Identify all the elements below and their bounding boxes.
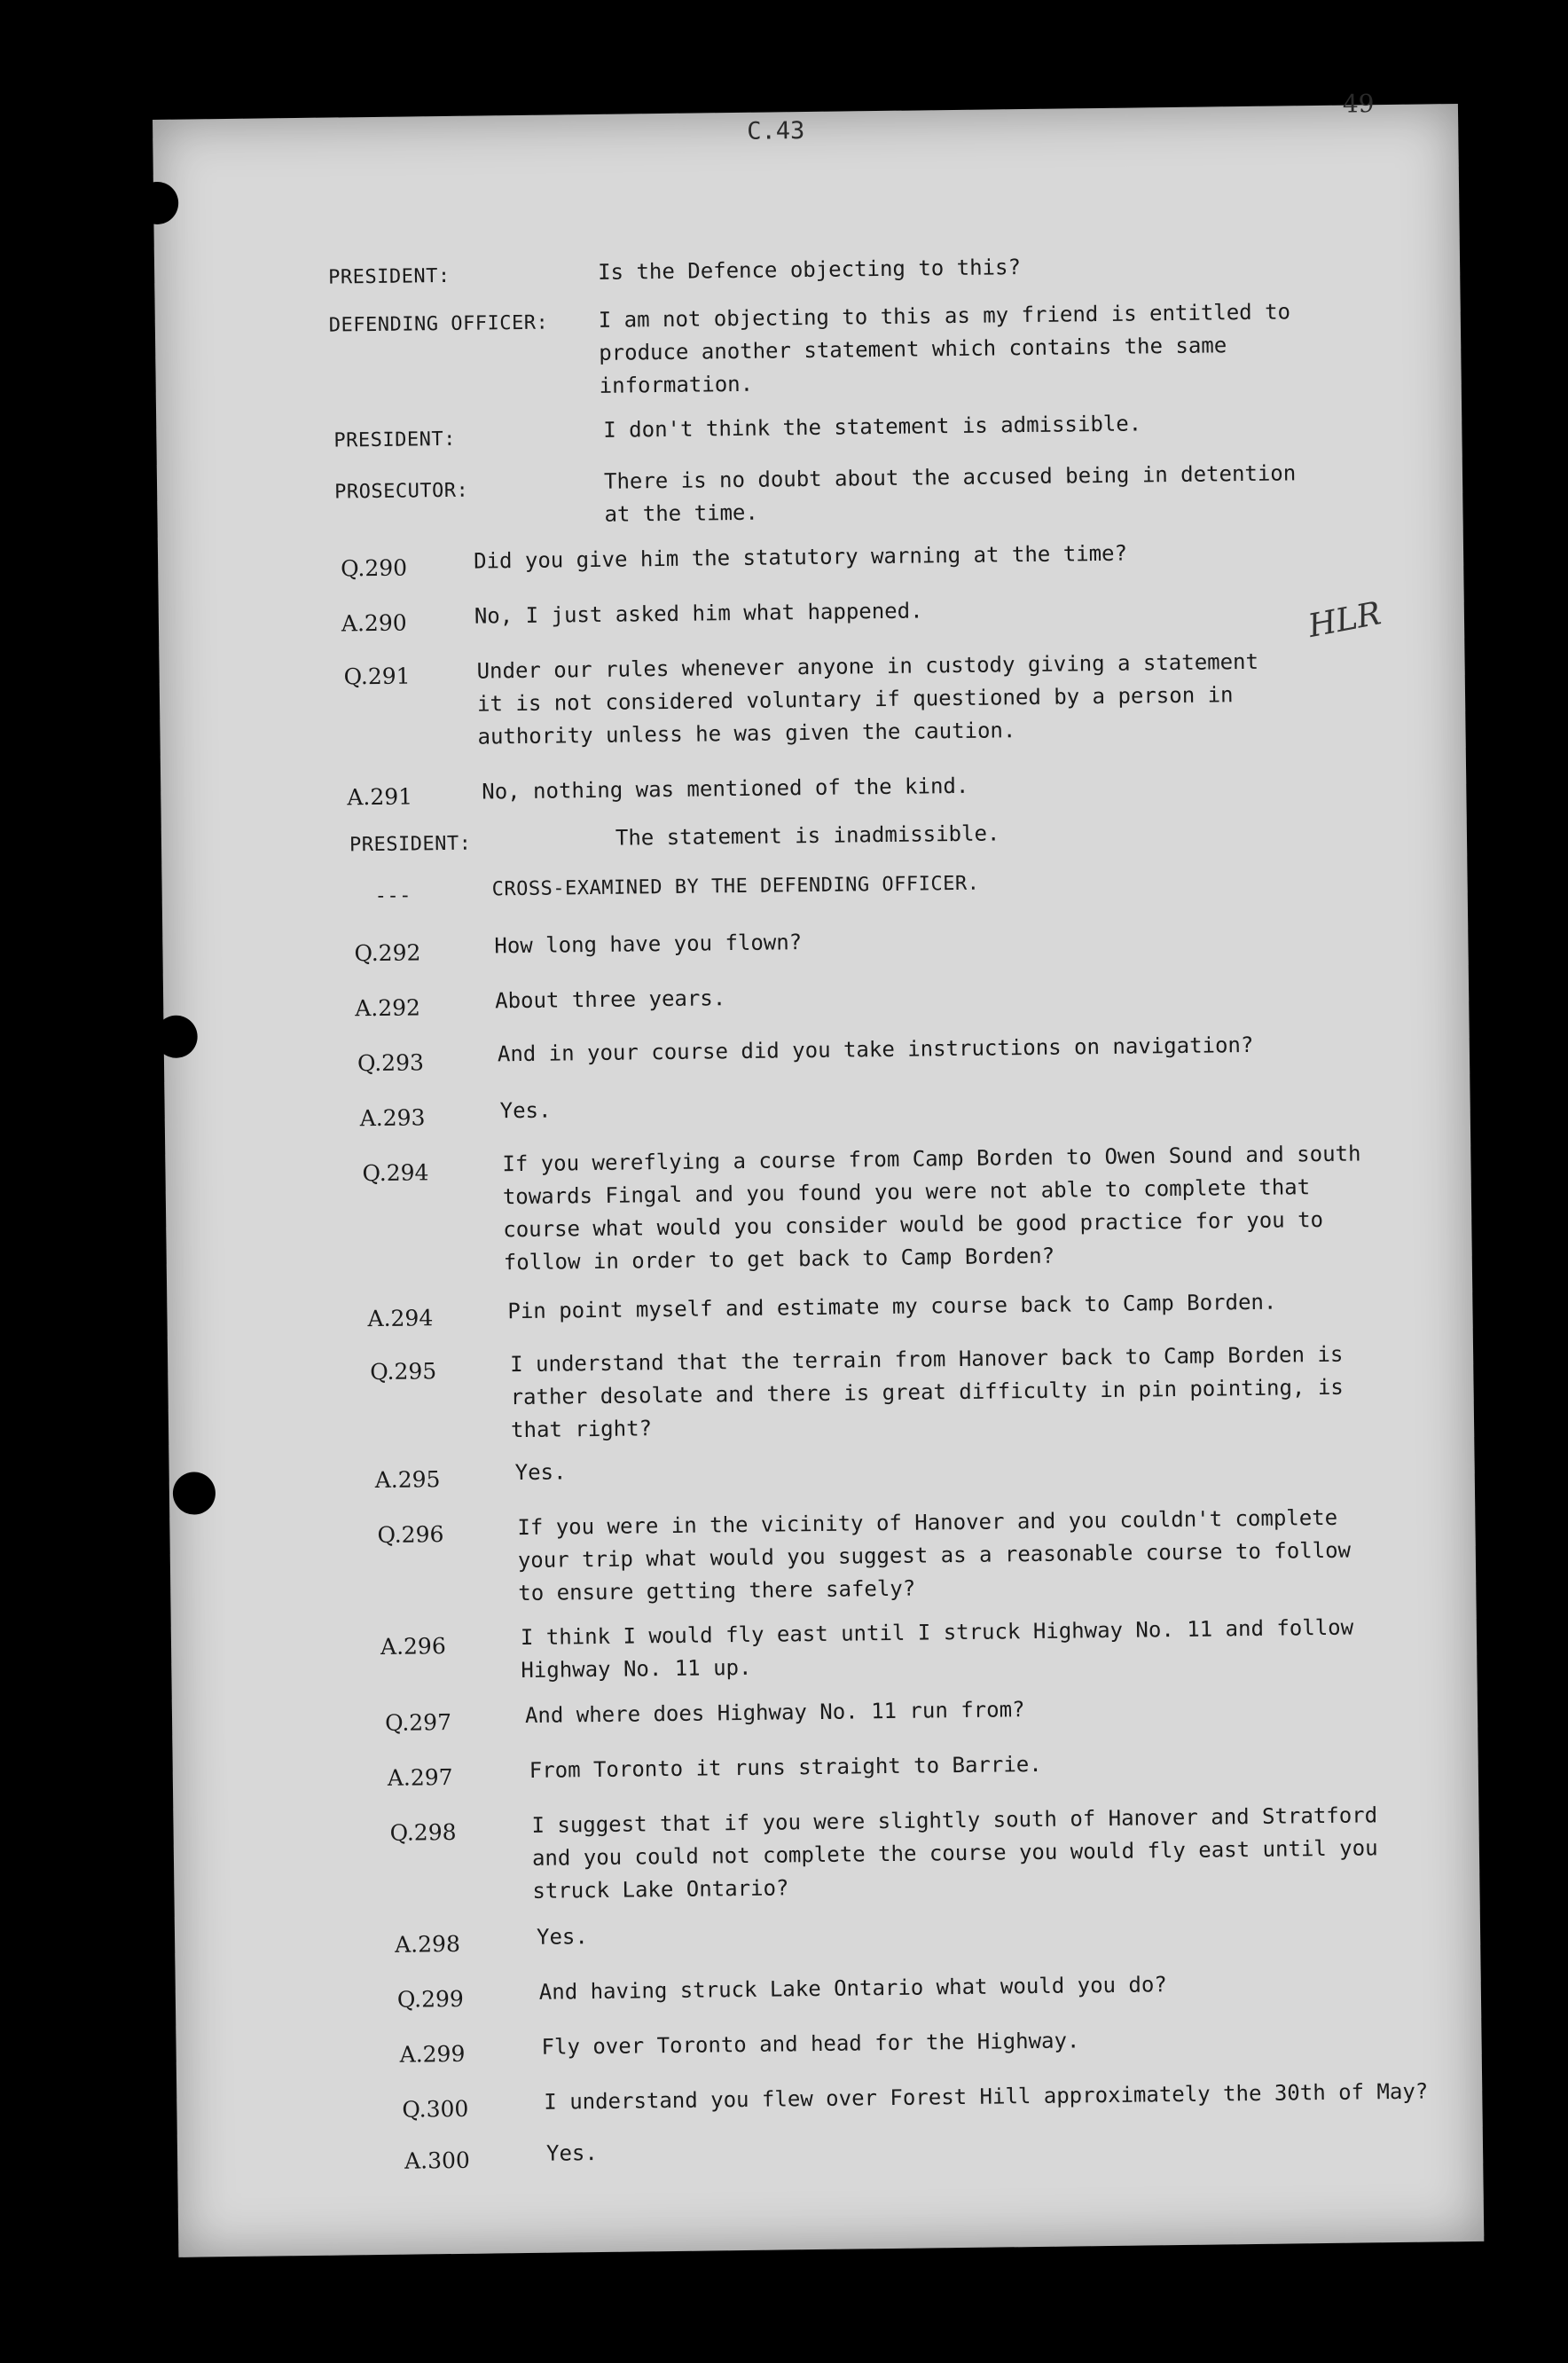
answer-number: A.296: [380, 1633, 446, 1660]
dialogue-text: Is the Defence objecting to this?: [597, 255, 1022, 285]
header-code: C.43: [747, 117, 805, 145]
handwritten-initials: HLR: [1305, 595, 1384, 645]
answer-number: A.298: [394, 1930, 461, 1958]
question-number: Q.299: [396, 1985, 465, 2013]
question-number: Q.293: [357, 1049, 425, 1077]
punch-hole-middle: [154, 1015, 198, 1058]
answer-text: I think I would fly east until I struck Highway No. 11 and follow Highway No. 11 up.: [520, 1614, 1354, 1684]
answer-number: A.293: [359, 1104, 426, 1132]
question-number: Q.296: [377, 1521, 444, 1549]
question-text: Did you give him the statutory warning at the time?: [473, 540, 1128, 574]
question-number: Q.295: [370, 1358, 437, 1386]
answer-text: Pin point myself and estimate my course back to Camp Borden.: [507, 1289, 1277, 1324]
question-text: I understand you flew over Forest Hill approximately the 30th of May?: [544, 2078, 1429, 2115]
question-text: I suggest that if you were slightly south of Hanover and Stratford and you could not complete the course you would fly east until you struck Lake Ontario?: [531, 1802, 1378, 1904]
question-text: And having struck Lake Ontario what would you do?: [538, 1972, 1167, 2005]
question-text: If you were in the vicinity of Hanover and you couldn't complete your trip what would you suggest as a reasonable course to follow to ensure getting there safely?: [517, 1504, 1352, 1606]
question-number: Q.300: [402, 2095, 469, 2123]
answer-text: No, nothing was mentioned of the kind.: [482, 773, 969, 805]
punch-hole-bottom: [173, 1472, 216, 1515]
answer-text: No, I just asked him what happened.: [474, 598, 923, 629]
question-text: I understand that the terrain from Hanover back to Camp Borden is rather desolate and there is great difficulty in pin pointing, is that right?: [510, 1341, 1344, 1443]
question-text: How long have you flown?: [494, 930, 803, 959]
question-number: Q.291: [343, 663, 411, 690]
answer-text: Yes.: [499, 1097, 552, 1124]
answer-number: A.295: [374, 1466, 441, 1494]
answer-number: A.292: [355, 994, 421, 1022]
answer-number: A.291: [347, 783, 413, 811]
answer-text: Fly over Toronto and head for the Highway.: [541, 2028, 1080, 2060]
punch-hole-top: [136, 182, 179, 225]
answer-number: A.294: [367, 1305, 434, 1332]
section-dash: ---: [374, 884, 412, 908]
speaker-label: PROSECUTOR:: [333, 479, 469, 504]
page-number: 49: [1342, 89, 1375, 119]
answer-number: A.299: [399, 2040, 466, 2068]
question-number: Q.297: [384, 1709, 452, 1736]
dialogue-text: I don't think the statement is admissible.: [603, 411, 1142, 443]
answer-text: From Toronto it runs straight to Barrie.: [529, 1751, 1042, 1783]
answer-text: About three years.: [494, 985, 726, 1014]
answer-text: Yes.: [545, 2140, 599, 2166]
answer-number: A.300: [404, 2147, 471, 2174]
speaker-label: PRESIDENT:: [349, 832, 472, 857]
answer-text: Yes.: [536, 1924, 589, 1950]
question-text: And in your course did you take instructions on navigation?: [497, 1032, 1254, 1067]
question-number: Q.290: [341, 554, 408, 582]
question-number: Q.294: [362, 1159, 429, 1187]
answer-text: Yes.: [514, 1459, 567, 1486]
document-page: [153, 89, 1484, 2257]
dialogue-text: I am not objecting to this as my friend is entitled to produce another statement which contains the same information.: [598, 299, 1291, 398]
answer-number: A.290: [341, 609, 407, 637]
question-text: Under our rules whenever anyone in custody giving a statement it is not considered voluntary if questioned by a person in authority unless he was given the caution.: [476, 648, 1259, 750]
answer-number: A.297: [387, 1764, 453, 1791]
speaker-label: PRESIDENT:: [333, 428, 457, 452]
speaker-label: PRESIDENT:: [328, 264, 451, 289]
ruling-text: The statement is inadmissible.: [615, 820, 1000, 851]
speaker-label: DEFENDING OFFICER:: [328, 311, 549, 337]
section-heading: CROSS-EXAMINED BY THE DEFENDING OFFICER.: [491, 872, 980, 901]
dialogue-text: There is no doubt about the accused being in detention at the time.: [603, 460, 1297, 527]
question-text: If you wereflying a course from Camp Borden to Owen Sound and south towards Fingal and you found you were not able to complete that course what would you consider would be good practice for you to follow in order to get back to Camp Borden?: [502, 1141, 1361, 1276]
question-number: Q.298: [389, 1818, 457, 1846]
question-text: And where does Highway No. 11 run from?: [524, 1697, 1025, 1729]
question-number: Q.292: [354, 939, 421, 967]
